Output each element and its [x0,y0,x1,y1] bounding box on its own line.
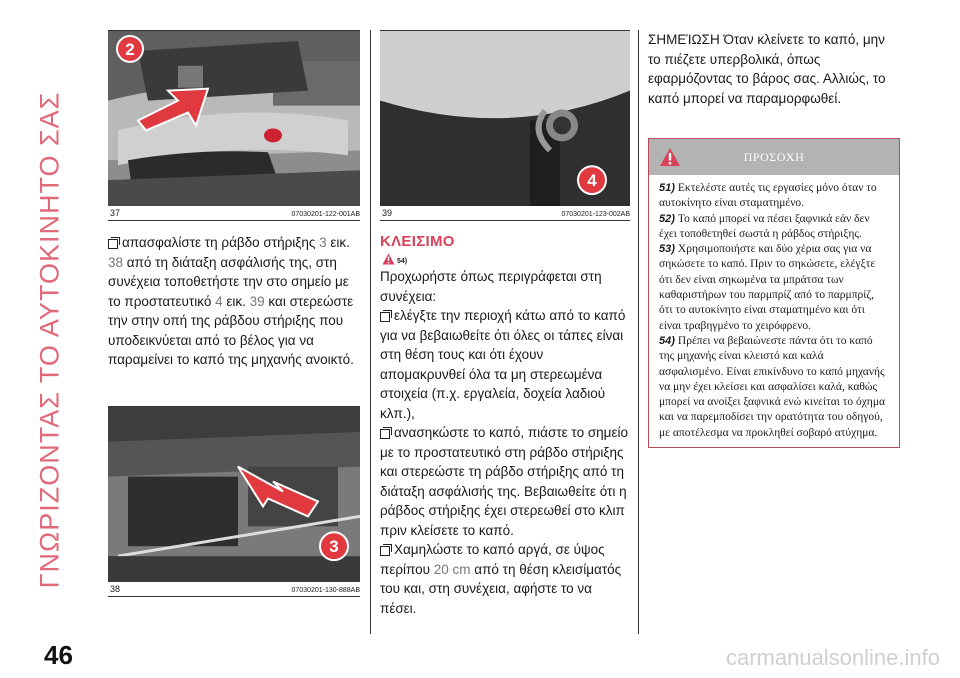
closing-instructions: Προχωρήστε όπως περιγράφεται στη συνέχεια: ελέγξτε την περιοχή κάτω από το καπό για να βεβαιωθείτε ότι όλες οι τάπες είναι στη θέση τους και ότι έχουν απομακρυνθεί όλα τα μη στερεωμένα στοιχεία (π.χ. εργαλεία, δοχεία λαδιού κλπ.), ανασηκώστε το καπό, πιάστε το σημείο με το προστατευτικό στη ράβδο στήριξης και στερεώστε τη ράβδο στήριξης από τη διάταξη ασφάλισής της. Βεβαιωθείτε ότι η ράβδος στήριξης έχει στερεωθεί στο κλιπ πριν κλείσετε το καπό. Χαμηλώστε το καπό αργά, σε ύψος περίπου 20 cm από τη θέση κλεισίματός του και, στη συνέχεια, αφήστε το να πέσει. [380,269,628,616]
warning-reference: 54) [382,253,630,265]
caution-title: ΠΡΟΣΟΧΗ [743,149,805,164]
warning-triangle-icon [382,253,395,265]
page-number: 46 [44,640,73,670]
figure-38-caption [108,582,360,597]
figure-code: 07030201-130-888AB [291,586,360,594]
caution-item: 52) Το καπό μπορεί να πέσει ξαφνικά εάν δεν έχει τοποθετηθεί σωστά η ράβδος στήριξης. [659,212,870,240]
car-front-photo [108,31,360,206]
callout-3: 3 [329,536,339,556]
step-bullet-icon [380,427,391,438]
step-bullet-icon [108,237,119,248]
figure-37-photo [108,30,360,206]
column-divider [370,30,371,634]
column-divider [638,30,639,634]
caution-item: 51) Εκτελέστε αυτές τις εργασίες μόνο όταν το αυτοκίνητο είναι σταματημένο. [659,182,877,210]
figure-code: 07030201-122-001AB [291,211,360,218]
figure-number: 37 [110,208,121,218]
callout-2: 2 [125,39,135,59]
caution-header [649,139,899,175]
section-heading-closing: ΚΛΕΙΣΙΜΟ [380,233,455,250]
figure-38-photo [108,406,360,582]
column-2 [380,30,630,618]
callout-4: 4 [587,171,597,191]
caution-item: 54) Πρέπει να βεβαιώνεστε πάντα ότι το καπό της μηχανής είναι κλειστό και καλά ασφαλισμένο. Είναι επικίνδυνο το καπό μηχανής να μην έχει κλείσει και ασφαλίσει καλά, καθώς μπορεί να ανοίξει ξαφνικά ενώ κινείται το όχημα και να παρεμποδίσει την ορατότητα του οδηγού, με αποτέλεσμα να προκληθεί σοβαρό ατύχημα. [659,334,886,439]
engine-bay-photo [108,407,360,582]
column-3 [648,30,900,448]
column-1 [108,30,360,597]
figure-39-photo [380,30,630,206]
caution-item: 53) Χρησιμοποιήστε και δύο χέρια σας για να σηκώσετε το καπό. Πριν το σηκώσετε, ελέγξτε ότι δεν είναι σηκωμένα τα μπράτσα των καθαριστήρων του παρμπρίζ από το παρμπρίζ, ότι το αυτοκίνητο είναι σταματημένο και ότι είναι τραβηγμένο το χειρόφρενο. [659,243,876,332]
figure-code: 07030201-123-002AB [561,211,630,218]
figure-39-caption [380,206,630,221]
caution-list [649,175,899,447]
step-bullet-icon [380,544,391,555]
figure-number: 39 [382,208,393,218]
caution-box [648,138,900,448]
figure-number: 38 [110,583,121,594]
note-paragraph: ΣΗΜΕΊΩΣΗ Όταν κλείνετε το καπό, μην το πιέζετε υπερβολικά, όπως εφαρμόζοντας το βάρος σας. Αλλιώς, το καπό μπορεί να παραμορφωθεί. [648,32,886,106]
hood-support-photo [380,31,630,206]
step-bullet-icon [380,310,391,321]
watermark: carmanualsonline.info [725,645,940,670]
hood-lock-instruction: απασφαλίστε τη ράβδο στήριξης 3 εικ. 38 από τη διάταξη ασφάλισής της, στη συνέχεια τοποθετήστε την στο σημείο με το προστατευτικό 4 εικ. 39 και στερεώστε την στην οπή της ράβδου στήριξης που υποδεικνύεται από το βέλος για να παραμείνει το καπό της μηχανής ανοικτό. [108,235,354,367]
figure-37-caption [108,206,360,221]
